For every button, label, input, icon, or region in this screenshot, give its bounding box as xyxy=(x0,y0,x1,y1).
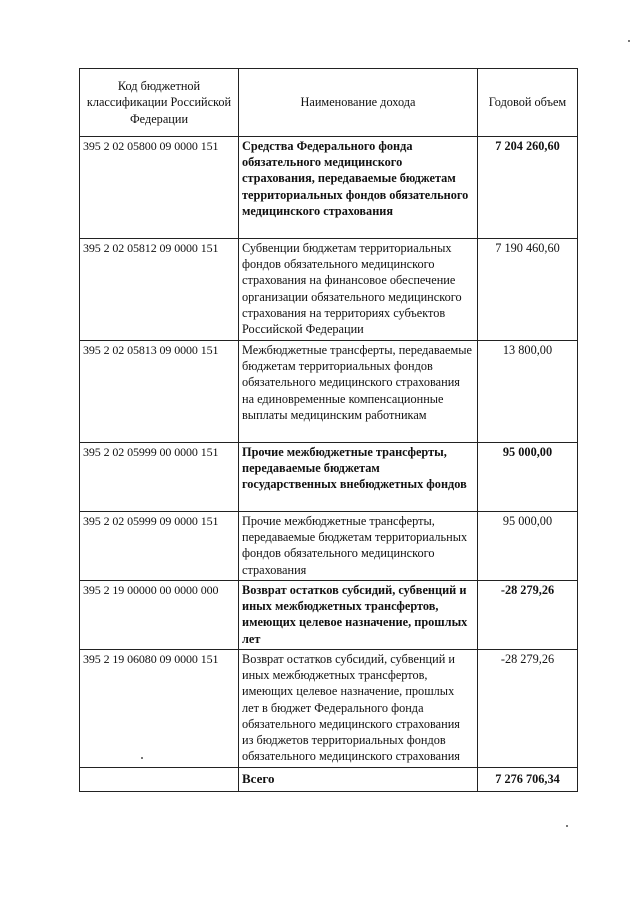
row-name: Межбюджетные трансферты, передаваемые бюджетам территориальных фондов обязательного медицинского страхования на единовременные компенсационные выплаты медицинским работникам xyxy=(239,341,478,443)
row-code: 395 2 19 06080 09 0000 151 xyxy=(80,650,239,768)
row-code: 395 2 02 05999 09 0000 151 xyxy=(80,512,239,581)
row-name: Субвенции бюджетам территориальных фондов обязательного медицинского страхования на финансовое обеспечение организации обязательного медицинского страхования на территориях субъектов Российской Федерации xyxy=(239,239,478,341)
table-row xyxy=(80,650,578,768)
row-code: 395 2 02 05812 09 0000 151 xyxy=(80,239,239,341)
table-row xyxy=(80,239,578,341)
scan-speck xyxy=(141,757,143,759)
header-code: Код бюджетной классификации Российской Федерации xyxy=(80,69,239,137)
row-amount: 95 000,00 xyxy=(478,443,578,512)
header-amount: Годовой объем xyxy=(478,69,578,137)
total-row xyxy=(80,768,578,792)
revenue-table xyxy=(79,68,578,792)
table-row xyxy=(80,137,578,239)
row-name: Возврат остатков субсидий, субвенций и иных межбюджетных трансфертов, имеющих целевое назначение, прошлых лет xyxy=(239,581,478,650)
row-amount: 13 800,00 xyxy=(478,341,578,443)
row-name: Прочие межбюджетные трансферты, передаваемые бюджетам территориальных фондов обязательного медицинского страхования xyxy=(239,512,478,581)
total-amount: 7 276 706,34 xyxy=(478,768,578,792)
header-row xyxy=(80,69,578,137)
table-row xyxy=(80,581,578,650)
row-amount: 7 190 460,60 xyxy=(478,239,578,341)
row-name: Возврат остатков субсидий, субвенций и иных межбюджетных трансфертов, имеющих целевое назначение, прошлых лет в бюджет Федерального фонда обязательного медицинского страхования из бюджетов территориальных фондов обязательного медицинского страхования xyxy=(239,650,478,768)
row-code: 395 2 19 00000 00 0000 000 xyxy=(80,581,239,650)
row-amount: -28 279,26 xyxy=(478,650,578,768)
table-body xyxy=(80,137,578,792)
scan-speck xyxy=(628,40,630,42)
total-code xyxy=(80,768,239,792)
table-row xyxy=(80,443,578,512)
row-code: 395 2 02 05800 09 0000 151 xyxy=(80,137,239,239)
row-name: Средства Федерального фонда обязательного медицинского страхования, передаваемые бюджетам территориальных фондов обязательного медицинского страхования xyxy=(239,137,478,239)
table-header xyxy=(80,69,578,137)
header-name: Наименование дохода xyxy=(239,69,478,137)
total-label: Всего xyxy=(239,768,478,792)
row-amount: -28 279,26 xyxy=(478,581,578,650)
scan-speck xyxy=(566,825,568,827)
row-code: 395 2 02 05813 09 0000 151 xyxy=(80,341,239,443)
table-row xyxy=(80,512,578,581)
row-name: Прочие межбюджетные трансферты, передаваемые бюджетам государственных внебюджетных фондов xyxy=(239,443,478,512)
row-code: 395 2 02 05999 00 0000 151 xyxy=(80,443,239,512)
row-amount: 95 000,00 xyxy=(478,512,578,581)
table-row xyxy=(80,341,578,443)
row-amount: 7 204 260,60 xyxy=(478,137,578,239)
